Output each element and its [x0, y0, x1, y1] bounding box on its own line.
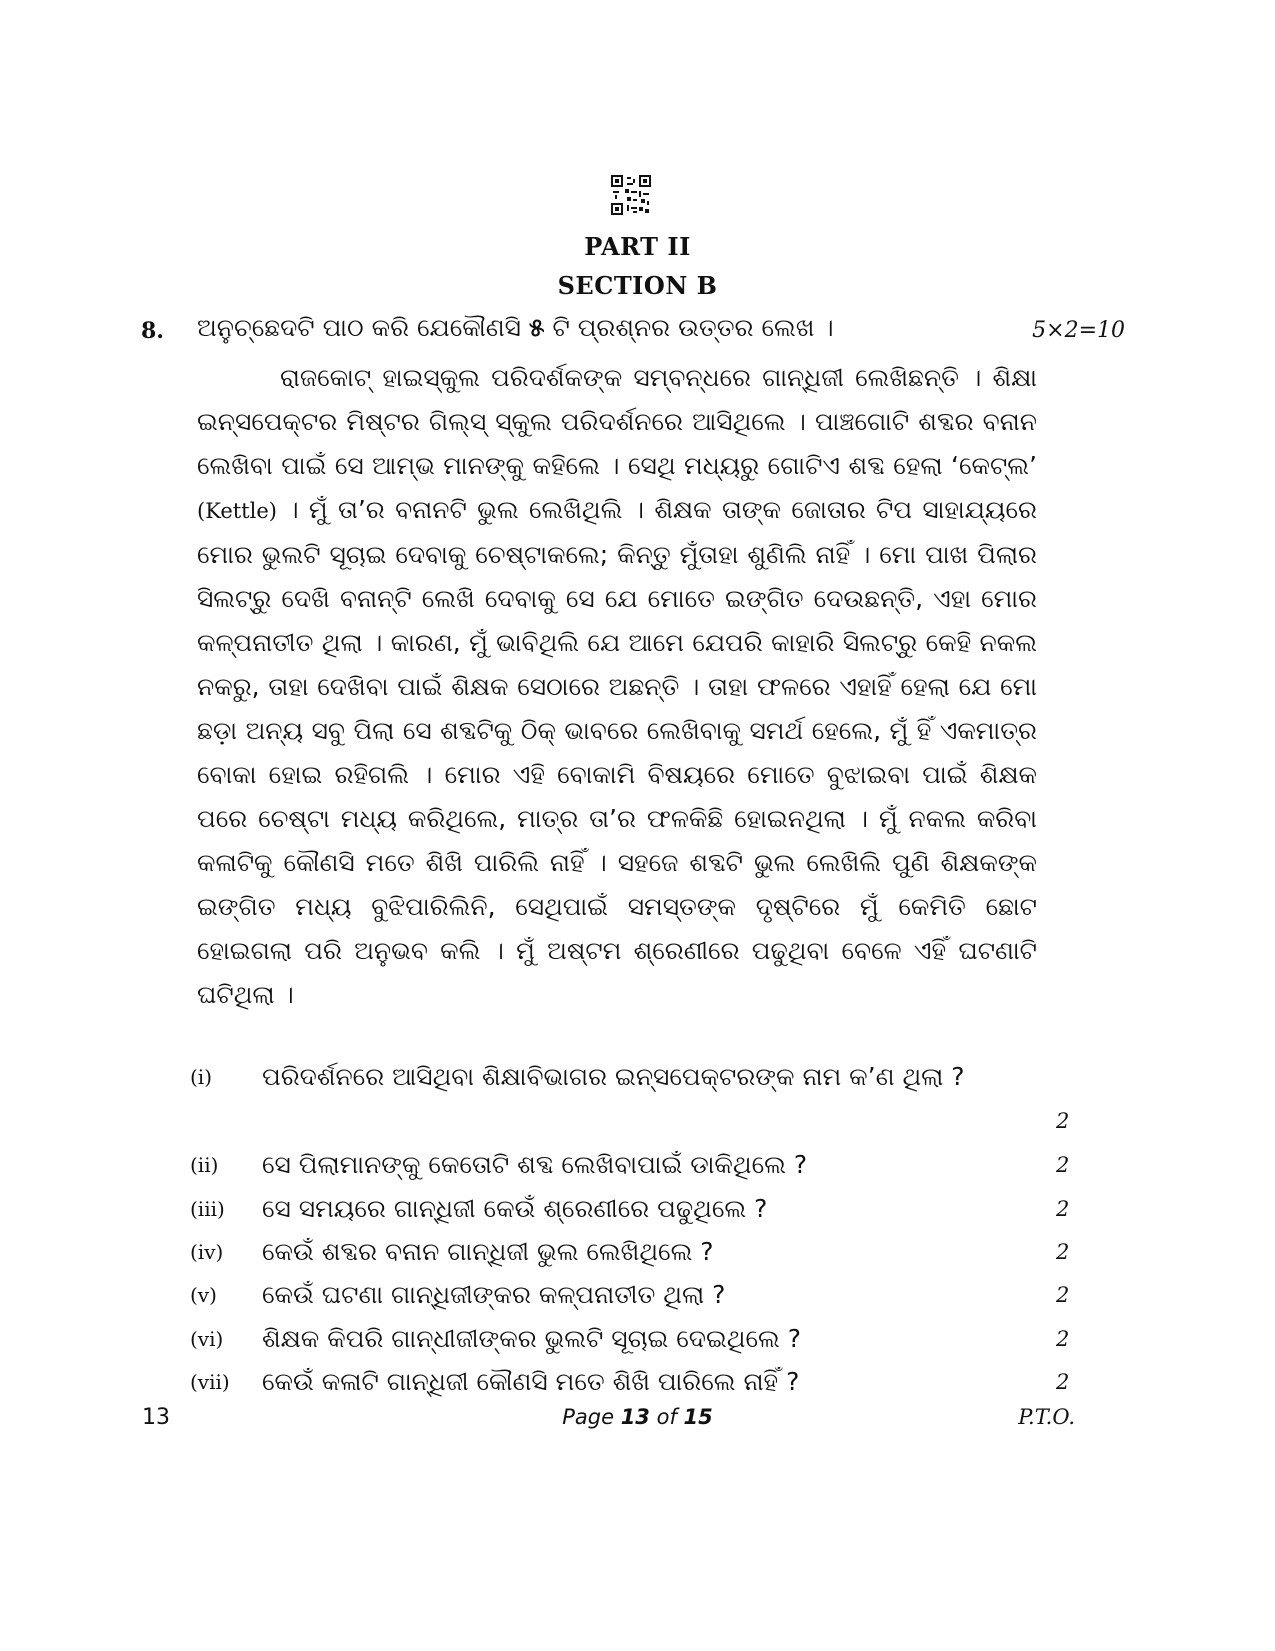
subquestion-number: (iv) [190, 1240, 224, 1264]
passage-text-part1: ରାଜକୋଟ୍ ହାଇସ୍କୁଲ ପରିଦର୍ଶକଙ୍କ ସମ୍ବନ୍ଧରେ ଗାନ୍ଧିଜୀ ଲେଖିଛନ୍ତି । ଶିକ୍ଷା ଇନ୍ସପେକ୍ଟର ମିଷ୍ଟର ଗିଲ୍ସ୍ ସ୍କୁଲ ପରିଦର୍ଶନରେ ଆସିଥିଲେ । ପାଞ୍ଚଗୋଟି ଶବ୍ଦର ବନାନ ଲେଖିବା ପାଇଁ ସେ ଆମ୍ଭ ମାନଙ୍କୁ କହିଲେ । ସେଥି ମଧ୍ୟରୁ ଗୋଟିଏ ଶବ୍ଦ ହେଲା ‘କେଟ୍‌ଲ’ [197, 363, 1037, 480]
subquestion-number: (v) [190, 1283, 217, 1307]
subquestion-marks: 2 [1056, 1240, 1070, 1264]
subquestion-number: (vii) [190, 1370, 230, 1394]
reading-passage [197, 356, 1037, 1017]
subquestion-text: ଶିକ୍ଷକ କିପରି ଗାନ୍ଧୀଜୀଙ୍କର ଭୁଲଟି ସୂଚାଇ ଦେଇଥିଲେ ? [262, 1324, 801, 1353]
passage-text-part2: । ମୁଁ ତା’ର ବନାନଟି ଭୁଲ ଲେଖିଥିଲି । ଶିକ୍ଷକ ତାଙ୍କ ଜୋତାର ଟିପ ସାହାଯ୍ୟରେ ମୋର ଭୁଲଟି ସୂଚାଇ ଦେବାକୁ ଚେଷ୍ଟାକଲେ; କିନ୍ତୁ ମୁଁତାହା ଶୁଣିଲି ନାହିଁ । ମୋ ପାଖ ପିଲାର ସିଲଟ୍‌ରୁ ଦେଖି ବନାନ୍‌ଟି ଲେଖି ଦେବାକୁ ସେ ଯେ ମୋତେ ଇଙ୍ଗିତ ଦେଉଛନ୍ତି, ଏହା ମୋର କଳ୍ପନାତୀତ ଥିଲା । କାରଣ, ମୁଁ ଭାବିଥିଲି ଯେ ଆମେ ଯେପରି କାହାରି ସିଲଟ୍‌ରୁ କେହି ନକଲ ନକରୁ, ତାହା ଦେଖିବା ପାଇଁ ଶିକ୍ଷକ ସେଠାରେ ଅଛନ୍ତି । ତାହା ଫଳରେ ଏହାହିଁ ହେଲା ଯେ ମୋ ଛଡ଼ା ଅନ୍ୟ ସବୁ ପିଲା ସେ ଶବ୍ଦଟିକୁ ଠିକ୍ ଭାବରେ ଲେଖିବାକୁ ସମର୍ଥ ହେଲେ, ମୁଁ ହିଁ ଏକମାତ୍ର ବୋକା ହୋଇ ରହିଗଲି । ମୋର ଏହି ବୋକାମି ବିଷୟରେ ମୋତେ ବୁଝାଇବା ପାଇଁ ଶିକ୍ଷକ ପରେ ଚେଷ୍ଟା ମଧ୍ୟ କରିଥିଲେ, ମାତ୍ର ତା’ର ଫଳକିଛି ହୋଇନଥିଲା । ମୁଁ ନକଲ କରିବା କଳାଟିକୁ କୌଣସି ମତେ ଶିଖି ପାରିଲି ନାହିଁ । ସହଜେ ଶବ୍ଦଟି ଭୁଲ ଲେଖିଲି ପୁଣି ଶିକ୍ଷକଙ୍କ ଇଙ୍ଗିତ ମଧ୍ୟ ବୁଝିପାରିଲିନି, ସେଥିପାଇଁ ସମସ୍ତଙ୍କ ଦୃଷ୍ଟିରେ ମୁଁ କେମିତି ଛୋଟ ହୋଇଗଲା ପରି ଅନୁଭବ କଲି । ମୁଁ ଅଷ୍ଟମ ଶ୍ରେଣୀରେ ପଢୁଥିବା ବେଳେ ଏହିଁ ଘଟଣାଟି ଘଟିଥିଲା । [197, 495, 1037, 1009]
subquestion-marks: 2 [1056, 1370, 1070, 1394]
subquestion-marks: 2 [1056, 1153, 1070, 1177]
question-marks: 5×2=10 [1032, 318, 1125, 343]
part-heading: PART II [584, 232, 691, 261]
page-prefix: Page [562, 1405, 614, 1429]
subquestion-marks: 2 [1056, 1283, 1070, 1307]
subquestion [0, 1230, 1275, 1274]
subquestion-number: (ii) [190, 1153, 219, 1177]
subquestion-text: କେଉଁ ଘଟଣା ଗାନ୍ଧିଜୀଙ୍କର କଳ୍ପନାତୀତ ଥିଲା ? [262, 1280, 726, 1309]
subquestion-number: (i) [190, 1065, 213, 1089]
subquestion [0, 1273, 1275, 1317]
page-of: of [656, 1405, 677, 1429]
page-current: 13 [620, 1405, 650, 1429]
instruction-text-after: ଟି ପ୍ରଶ୍ନର ଉତ୍ତର ଲେଖ । [552, 313, 834, 342]
pto-label: P.T.O. [1018, 1405, 1075, 1429]
page-number [0, 1405, 1275, 1429]
subquestion-marks: 2 [1056, 1327, 1070, 1351]
subquestion [0, 1187, 1275, 1231]
subquestion [0, 1360, 1275, 1404]
subquestion-text: କେଉଁ କଳାଟି ଗାନ୍ଧିଜୀ କୌଣସି ମତେ ଶିଖି ପାରିଲେ ନାହିଁ ? [262, 1367, 800, 1396]
subquestion-marks: 2 [1056, 1197, 1070, 1221]
qr-code-icon [611, 175, 651, 215]
subquestion-text: ସେ ସମୟରେ ଗାନ୍ଧିଜୀ କେଉଁ ଶ୍ରେଣୀରେ ପଢୁଥିଲେ ? [262, 1194, 768, 1223]
subquestion-text: କେଉଁ ଶବ୍ଦର ବନାନ ଗାନ୍ଧିଜୀ ଭୁଲ ଲେଖିଥିଲେ ? [262, 1237, 714, 1266]
subquestion-text: ପରିଦର୍ଶନରେ ଆସିଥିବା ଶିକ୍ଷାବିଭାଗର ଇନ୍ସପେକ୍ଟରଙ୍କ ନାମ କ’ଣ ଥିଲା ? [262, 1062, 965, 1091]
subquestion [0, 1143, 1275, 1187]
passage-english-word: (Kettle) [197, 499, 277, 523]
subquestion-text: ସେ ପିଲାମାନଙ୍କୁ କେତୋଟି ଶବ୍ଦ ଲେଖିବାପାଇଁ ଡାକିଥିଲେ ? [262, 1150, 808, 1179]
page-total: 15 [683, 1405, 713, 1429]
instruction-count: ୫ [528, 313, 545, 342]
subquestion [0, 1055, 1275, 1143]
subquestion-marks: 2 [1056, 1109, 1070, 1133]
instruction-text-before: ଅନୁଚ୍ଛେଦଟି ପାଠ କରି ଯେକୌଣସି [197, 313, 521, 342]
section-heading: SECTION B [557, 271, 718, 300]
subquestion [0, 1317, 1275, 1361]
paper-code: 13 [142, 1405, 170, 1430]
question-number: 8. [141, 318, 164, 344]
subquestion-number: (iii) [190, 1197, 225, 1221]
question-instruction [197, 313, 834, 343]
subquestion-number: (vi) [190, 1327, 224, 1351]
